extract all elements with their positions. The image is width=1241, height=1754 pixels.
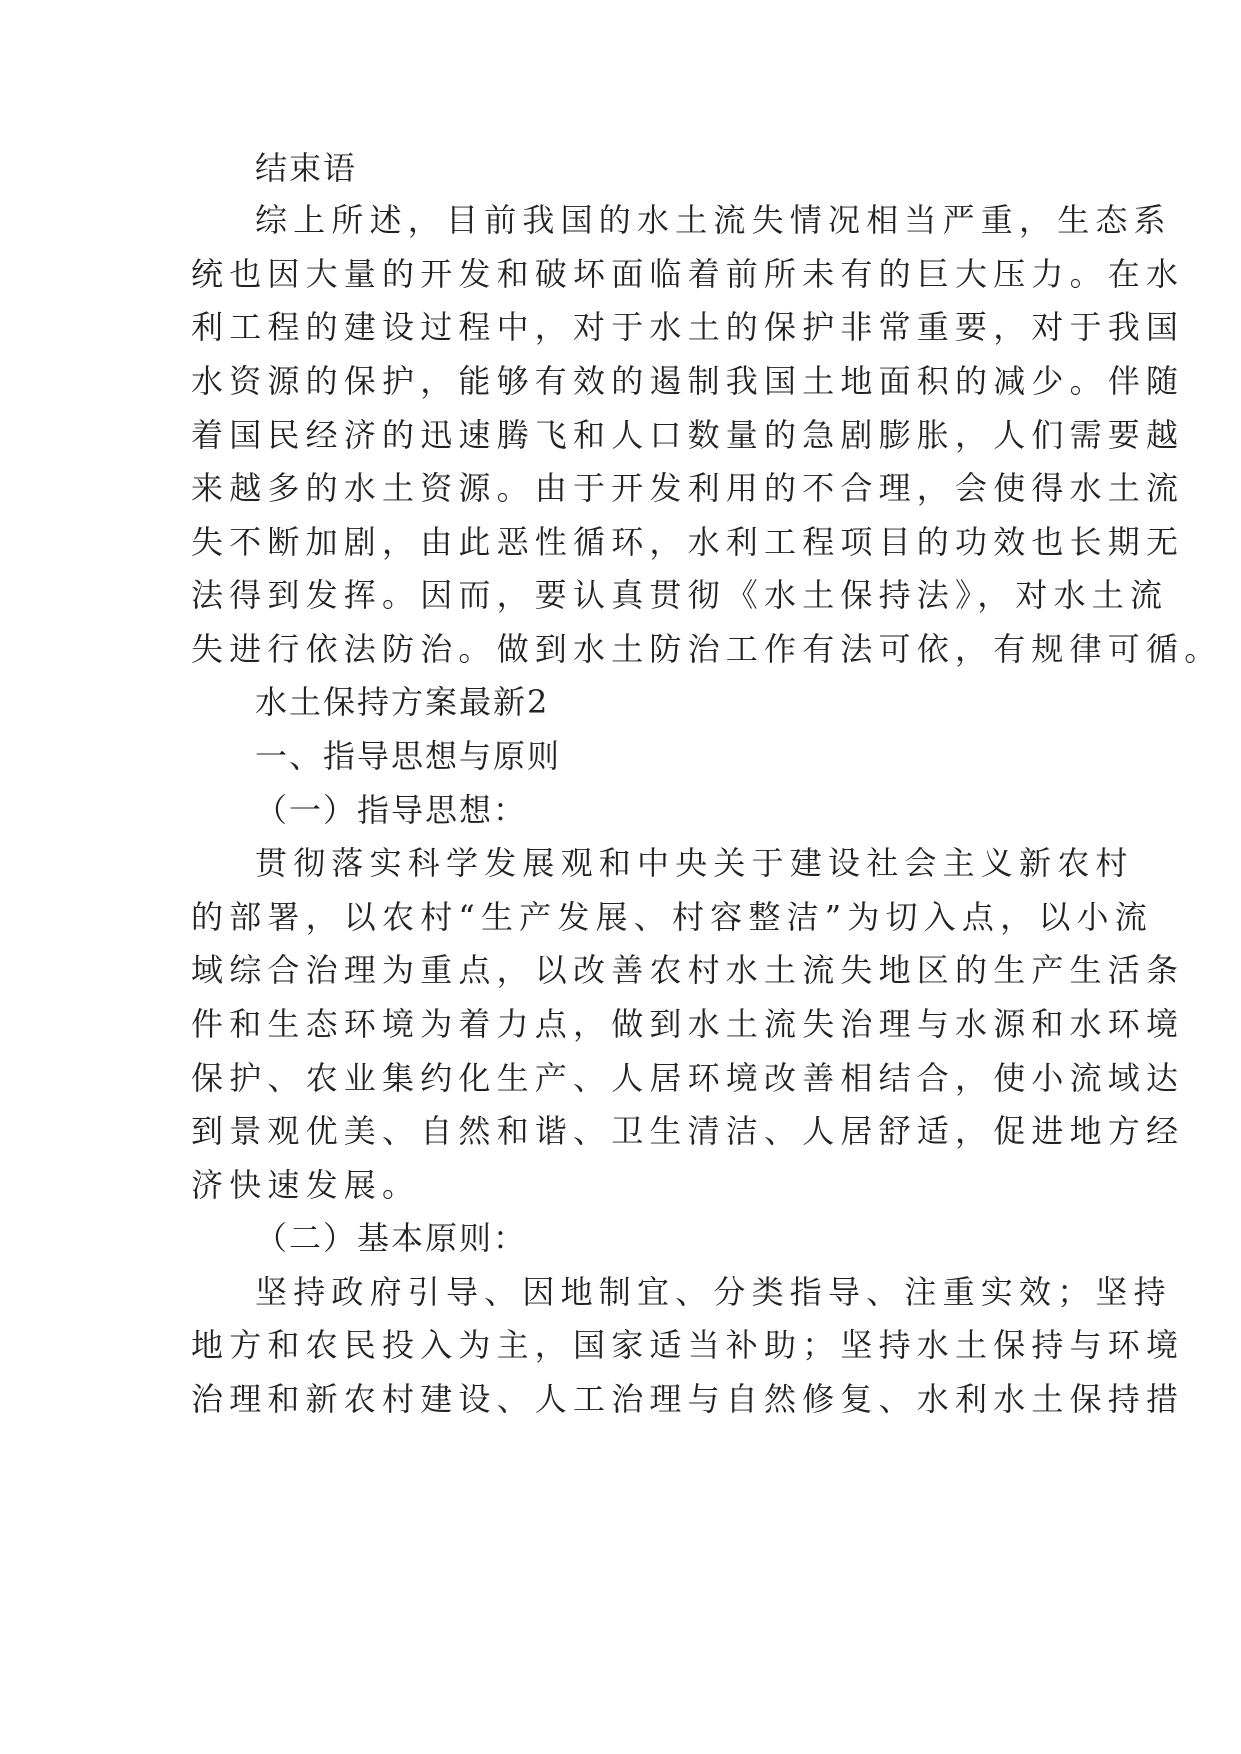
paragraph-line: 综上所述，目前我国的水土流失情况相当严重，生态系 [255, 201, 1172, 239]
paragraph-line: 来越多的水土资源。由于开发利用的不合理，会使得水土流 [191, 469, 1185, 507]
paragraph-line: 利工程的建设过程中，对于水土的保护非常重要，对于我国 [191, 308, 1185, 346]
paragraph-line: 件和生态环境为着力点，做到水土流失治理与水源和水环境 [191, 1005, 1185, 1043]
paragraph-line: 失进行依法防治。做到水土防治工作有法可依，有规律可循。 [191, 630, 1223, 668]
paragraph-line: 坚持政府引导、因地制宜、分类指导、注重实效；坚持 [255, 1273, 1172, 1311]
paragraph-line: 保护、农业集约化生产、人居环境改善相结合，使小流域达 [191, 1059, 1185, 1097]
paragraph-line: 地方和农民投入为主，国家适当补助；坚持水土保持与环境 [191, 1326, 1185, 1364]
paragraph-line: 治理和新农村建设、人工治理与自然修复、水利水土保持措 [191, 1380, 1185, 1418]
subsection-heading: （二）基本原则： [255, 1219, 528, 1257]
section-heading-conclusion: 结束语 [255, 149, 358, 187]
paragraph-line: 的部署，以农村“生产发展、村容整洁”为切入点，以小流 [191, 898, 1153, 936]
paragraph-line: 着国民经济的迅速腾飞和人口数量的急剧膨胀，人们需要越 [191, 416, 1185, 454]
subsection-heading: （一）指导思想： [255, 791, 528, 829]
section-heading: 一、指导思想与原则 [255, 737, 562, 775]
paragraph-line: 水资源的保护，能够有效的遏制我国土地面积的减少。伴随 [191, 362, 1185, 400]
document-title: 水土保持方案最新2 [255, 683, 550, 721]
paragraph-line: 域综合治理为重点，以改善农村水土流失地区的生产生活条 [191, 951, 1185, 989]
paragraph-line: 法得到发挥。因而，要认真贯彻《水土保持法》，对水土流 [191, 576, 1169, 614]
paragraph-line: 失不断加剧，由此恶性循环，水利工程项目的功效也长期无 [191, 523, 1185, 561]
paragraph-line: 到景观优美、自然和谐、卫生清洁、人居舒适，促进地方经 [191, 1112, 1185, 1150]
paragraph-line: 贯彻落实科学发展观和中央关于建设社会主义新农村 [255, 844, 1134, 882]
paragraph-line: 济快速发展。 [191, 1166, 421, 1204]
paragraph-line: 统也因大量的开发和破坏面临着前所未有的巨大压力。在水 [191, 255, 1185, 293]
